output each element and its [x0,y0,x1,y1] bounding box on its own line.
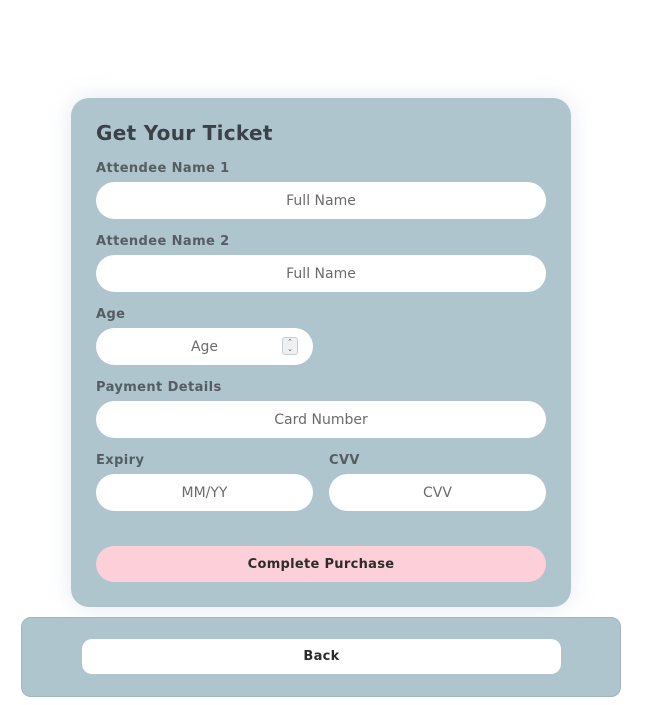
attendee-name-1-placeholder: Full Name [286,192,356,209]
card-number-placeholder: Card Number [274,411,368,428]
age-placeholder: Age [190,338,219,355]
back-panel [21,617,621,697]
attendee-name-2-label: Attendee Name 2 [96,234,230,249]
age-label: Age [96,307,126,322]
cvv-placeholder: CVV [423,484,452,501]
attendee-name-1-input[interactable] [96,182,546,219]
expiry-input[interactable] [96,474,313,511]
expiry-label: Expiry [96,453,145,468]
age-input[interactable] [96,328,313,365]
age-spinner-icon[interactable] [282,337,298,355]
card-number-input[interactable] [96,401,546,438]
form-title: Get Your Ticket [96,121,273,145]
payment-details-label: Payment Details [96,380,222,395]
expiry-placeholder: MM/YY [181,484,228,501]
complete-purchase-button[interactable]: Complete Purchase [96,546,546,582]
attendee-name-1-label: Attendee Name 1 [96,161,230,176]
ticket-form-card [71,98,571,607]
cvv-label: CVV [329,453,360,468]
spinner-up-icon[interactable]: ⌃ [287,338,293,346]
back-button[interactable]: Back [82,639,561,674]
attendee-name-2-input[interactable] [96,255,546,292]
cvv-input[interactable] [329,474,546,511]
spinner-down-icon[interactable]: ⌄ [287,345,293,353]
attendee-name-2-placeholder: Full Name [286,265,356,282]
